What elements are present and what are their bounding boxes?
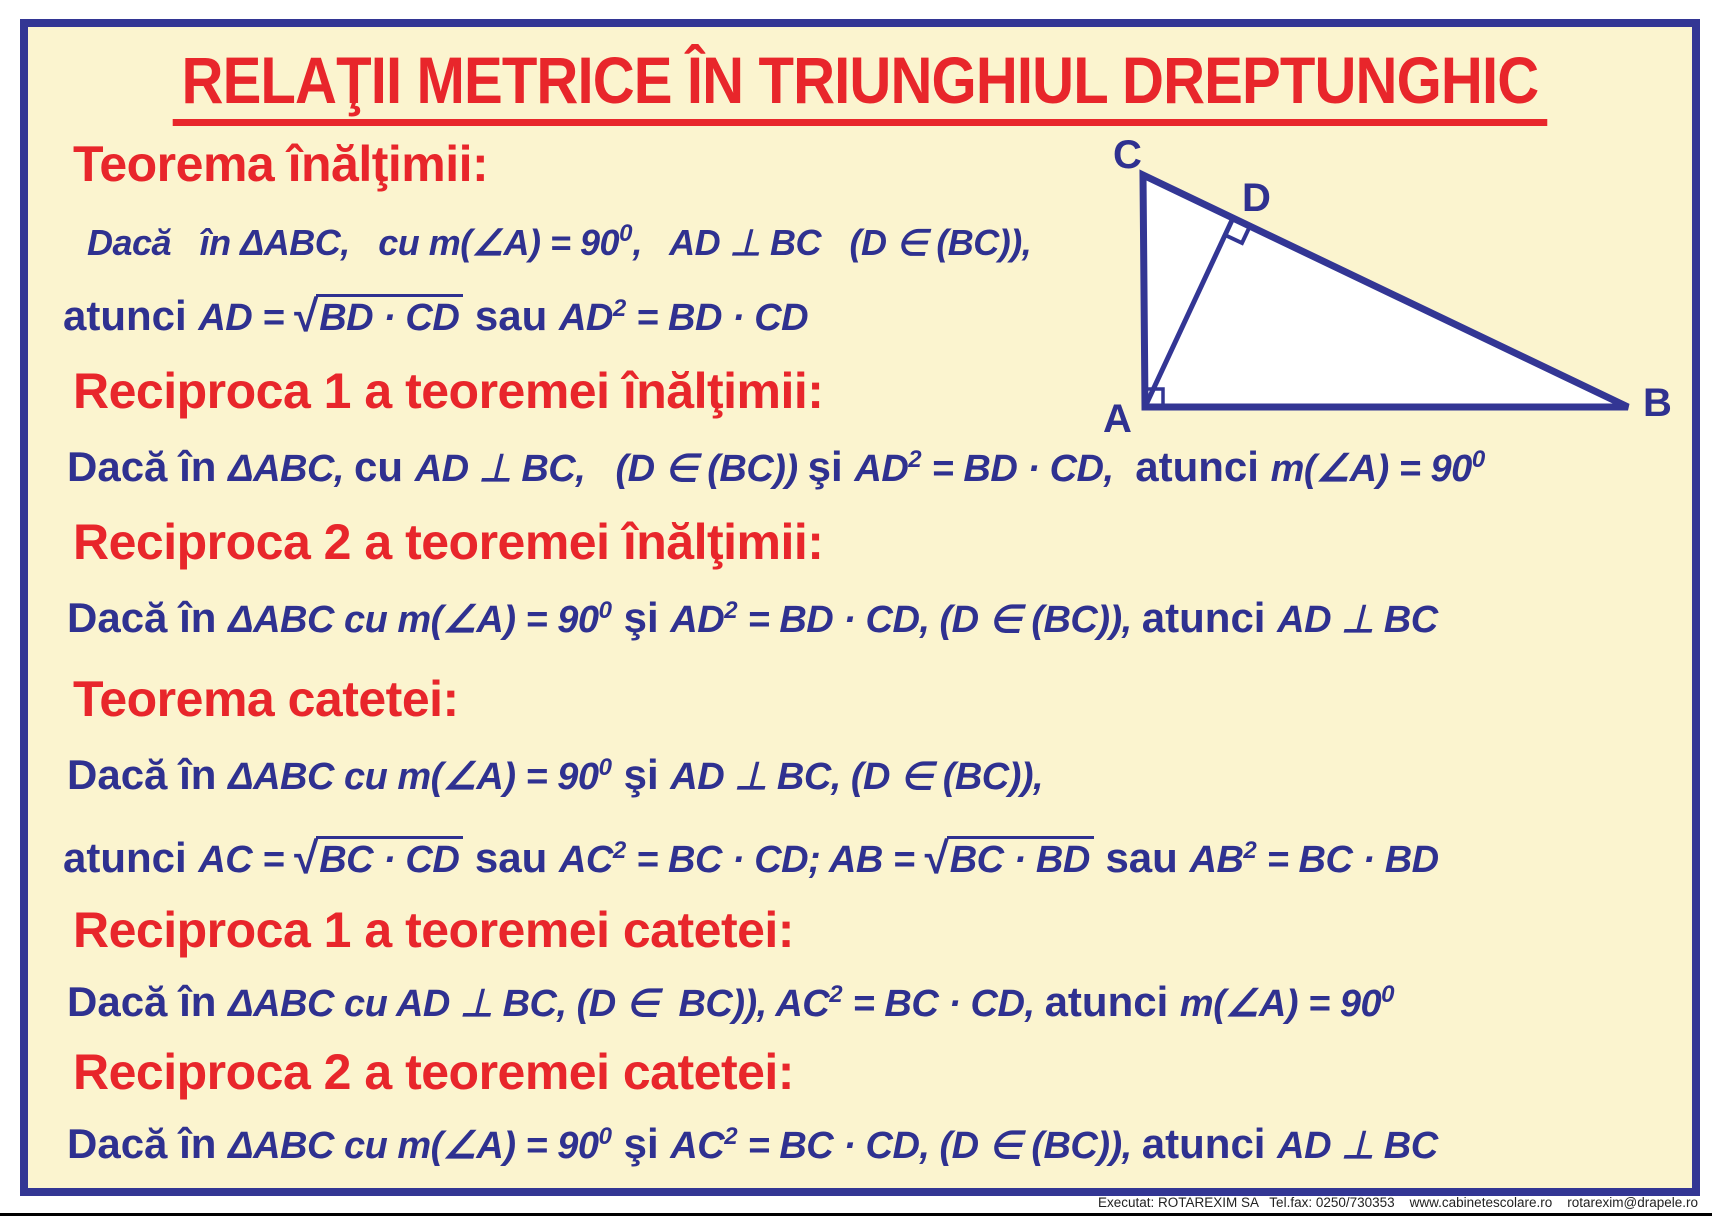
- math-segment: AD: [558, 297, 613, 339]
- triangle-abc: [1143, 175, 1628, 407]
- statement-line: [63, 429, 1682, 505]
- word-segment: Dacă în: [67, 594, 229, 641]
- math-segment: ΔABC cu m(∠A) = 90: [228, 756, 599, 798]
- math-segment: = BD · CD,: [921, 448, 1124, 490]
- section-heading: Teorema catetei:: [73, 670, 459, 727]
- math-segment: = BD · CD: [626, 297, 809, 339]
- section-heading: Reciproca 2 a teoremei înălţimii:: [73, 513, 824, 570]
- statement-line: [63, 580, 1682, 656]
- superscript-segment: 0: [598, 597, 612, 624]
- word-segment: atunci: [1123, 443, 1271, 490]
- math-segment: AD: [670, 599, 725, 641]
- superscript-segment: 2: [724, 597, 738, 624]
- section-heading: Teorema înălţimii:: [73, 136, 489, 192]
- superscript-segment: 2: [612, 836, 627, 864]
- math-segment: AD ⊥ BC, (D ∈ (BC)): [414, 448, 808, 490]
- radicand-segment: BC · BD: [947, 836, 1094, 881]
- superscript-segment: 2: [829, 981, 843, 1008]
- statement-line: [63, 1108, 1682, 1179]
- point-label-d: D: [1242, 176, 1271, 220]
- vertex-label-a: A: [1103, 397, 1132, 440]
- word-segment: atunci: [63, 833, 199, 881]
- word-segment: Dacă în: [67, 443, 229, 490]
- math-segment: = BD · CD, (D ∈ (BC)),: [737, 599, 1142, 641]
- math-segment: AC: [558, 838, 613, 881]
- word-segment: atunci: [1044, 978, 1180, 1025]
- superscript-segment: 2: [724, 1123, 738, 1150]
- poster-title: RELAŢII METRICE ÎN TRIUNGHIUL DREPTUNGHIC: [173, 47, 1547, 126]
- section-heading: Reciproca 1 a teoremei înălţimii:: [73, 362, 824, 419]
- word-segment: sau: [463, 292, 559, 339]
- math-segment: = BC · BD: [1256, 838, 1439, 881]
- math-segment: ΔABC,: [228, 448, 355, 490]
- radicand-segment: BC · CD: [316, 836, 463, 881]
- right-triangle-figure: [1050, 130, 1712, 440]
- word-segment: atunci: [1141, 594, 1278, 641]
- math-segment: Dacă în ΔABC, cu m(∠A) = 90: [87, 221, 620, 263]
- math-segment: = BC · CD; AB =: [626, 838, 925, 881]
- radical-sign: √: [924, 833, 949, 883]
- math-segment: ΔABC cu AD ⊥ BC, (D ∈ BC)), AC: [228, 983, 830, 1025]
- superscript-segment: 0: [598, 754, 612, 781]
- word-segment: şi: [611, 594, 671, 641]
- title-wrap: [28, 43, 1692, 126]
- word-segment: şi: [807, 443, 855, 490]
- math-segment: AD ⊥ BC: [1277, 1125, 1438, 1167]
- math-segment: m(∠A) = 90: [1270, 448, 1472, 490]
- statement-line: [63, 966, 1682, 1037]
- superscript-segment: 2: [1243, 836, 1257, 864]
- word-segment: şi: [611, 1120, 671, 1167]
- word-segment: Dacă în: [67, 978, 229, 1025]
- word-segment: atunci: [1141, 1120, 1278, 1167]
- vertex-label-c: C: [1113, 133, 1142, 177]
- footer-credits: Executat: ROTAREXIM SA Tel.fax: 0250/730353 www.cabinetescolare.ro rotarexim@drapele.ro: [1098, 1195, 1698, 1210]
- math-segment: AC =: [198, 838, 295, 881]
- word-segment: sau: [1093, 833, 1190, 881]
- superscript-segment: 0: [1381, 981, 1395, 1008]
- section-heading: Reciproca 2 a teoremei catetei:: [73, 1044, 794, 1100]
- superscript-segment: 2: [908, 446, 922, 473]
- math-segment: , AD ⊥ BC (D ∈ (BC)),: [632, 221, 1032, 263]
- math-segment: ΔABC cu m(∠A) = 90: [228, 599, 599, 641]
- word-segment: Dacă în: [67, 751, 229, 798]
- word-segment: cu: [354, 443, 415, 490]
- superscript-segment: 0: [619, 219, 633, 247]
- math-segment: = BC · CD,: [842, 983, 1045, 1025]
- statement-line: [63, 820, 1682, 896]
- math-segment: m(∠A) = 90: [1179, 983, 1382, 1025]
- math-segment: AD =: [198, 297, 295, 339]
- math-segment: AC: [670, 1125, 725, 1167]
- math-segment: = BC · CD, (D ∈ (BC)),: [737, 1125, 1142, 1167]
- superscript-segment: 0: [598, 1123, 612, 1150]
- vertex-label-b: B: [1643, 381, 1672, 425]
- statement-line: [63, 737, 1682, 813]
- math-segment: AD ⊥ BC, (D ∈ (BC)),: [670, 756, 1044, 798]
- math-segment: AD: [854, 448, 909, 490]
- superscript-segment: 2: [612, 295, 627, 322]
- word-segment: atunci: [63, 292, 199, 339]
- math-segment: AB: [1189, 838, 1244, 881]
- word-segment: sau: [463, 833, 559, 881]
- word-segment: şi: [611, 751, 671, 798]
- radicand-segment: BD · CD: [316, 294, 463, 339]
- section-heading: Reciproca 1 a teoremei catetei:: [73, 902, 794, 958]
- superscript-segment: 0: [1471, 446, 1486, 473]
- math-segment: AD ⊥ BC: [1277, 599, 1438, 641]
- math-segment: ΔABC cu m(∠A) = 90: [228, 1125, 599, 1167]
- word-segment: Dacă în: [67, 1120, 229, 1167]
- radical-sign: √: [294, 833, 319, 883]
- radical-sign: √: [294, 292, 319, 341]
